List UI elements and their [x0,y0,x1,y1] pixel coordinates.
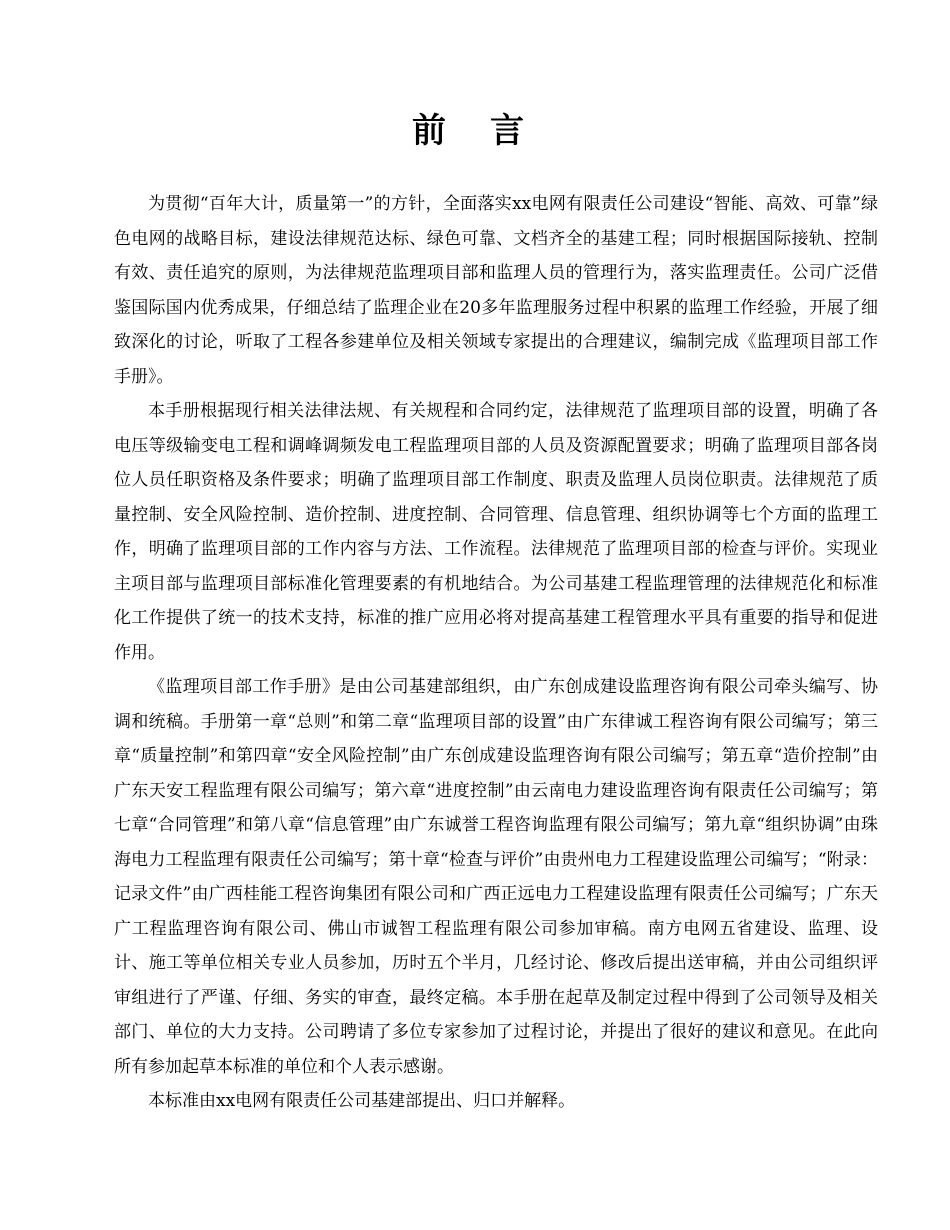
preface-body [114,187,878,1119]
paragraph-authors: 《监理项目部工作手册》是由公司基建部组织，由广东创成建设监理咨询有限公司牵头编写、协调和统稿。手册第一章“总则”和第二章“监理项目部的设置”由广东律诚工程咨询有限公司编写；第三章“质量控制”和第四章“安全风险控制”由广东创成建设监理咨询有限公司编写；第五章“造价控制”由广东天安工程监理有限公司编写；第六章“进度控制”由云南电力建设监理咨询有限责任公司编写；第七章“合同管理”和第八章“信息管理”由广东诚誉工程咨询监理有限公司编写；第九章“组织协调”由珠海电力工程监理有限责任公司编写；第十章“检查与评价”由贵州电力工程建设监理公司编写；“附录：记录文件”由广西桂能工程咨询集团有限公司和广西正远电力工程建设监理有限责任公司编写；广东天广工程监理咨询有限公司、佛山市诚智工程监理有限公司参加审稿。南方电网五省建设、监理、设计、施工等单位相关专业人员参加，历时五个半月，几经讨论、修改后提出送审稿，并由公司组织评审组进行了严谨、仔细、务实的审查，最终定稿。本手册在起草及制定过程中得到了公司领导及相关部门、单位的大力支持。公司聘请了多位专家参加了过程讨论，并提出了很好的建议和意见。在此向所有参加起草本标准的单位和个人表示感谢。 [114,677,878,1077]
paragraph-purpose: 为贯彻“百年大计，质量第一”的方针，全面落实xx电网有限责任公司建设“智能、高效、可靠”绿色电网的战略目标，建设法律规范达标、绿色可靠、文档齐全的基建工程；同时根据国际接轨、控制有效、责任追究的原则，为法律规范监理项目部和监理人员的管理行为，落实监理责任。公司广泛借鉴国际国内优秀成果，仔细总结了监理企业在20多年监理服务过程中积累的监理工作经验，开展了细致深化的讨论，听取了工程各参建单位及相关领域专家提出的合理建议，编制完成《监理项目部工作手册》。 [114,194,878,387]
paragraph-scope: 本手册根据现行相关法律法规、有关规程和合同约定，法律规范了监理项目部的设置，明确了各电压等级输变电工程和调峰调频发电工程监理项目部的人员及资源配置要求；明确了监理项目部各岗位人员任职资格及条件要求；明确了监理项目部工作制度、职责及监理人员岗位职责。法律规范了质量控制、安全风险控制、造价控制、进度控制、合同管理、信息管理、组织协调等七个方面的监理工作，明确了监理项目部的工作内容与方法、工作流程。法律规范了监理项目部的检查与评价。实现业主项目部与监理项目部标准化管理要素的有机地结合。为公司基建工程监理管理的法律规范化和标准化工作提供了统一的技术支持，标准的推广应用必将对提高基建工程管理水平具有重要的指导和促进作用。 [114,401,878,663]
page-title: 前言 [412,111,568,151]
paragraph-ownership: 本标准由xx电网有限责任公司基建部提出、归口并解释。 [148,1091,576,1111]
